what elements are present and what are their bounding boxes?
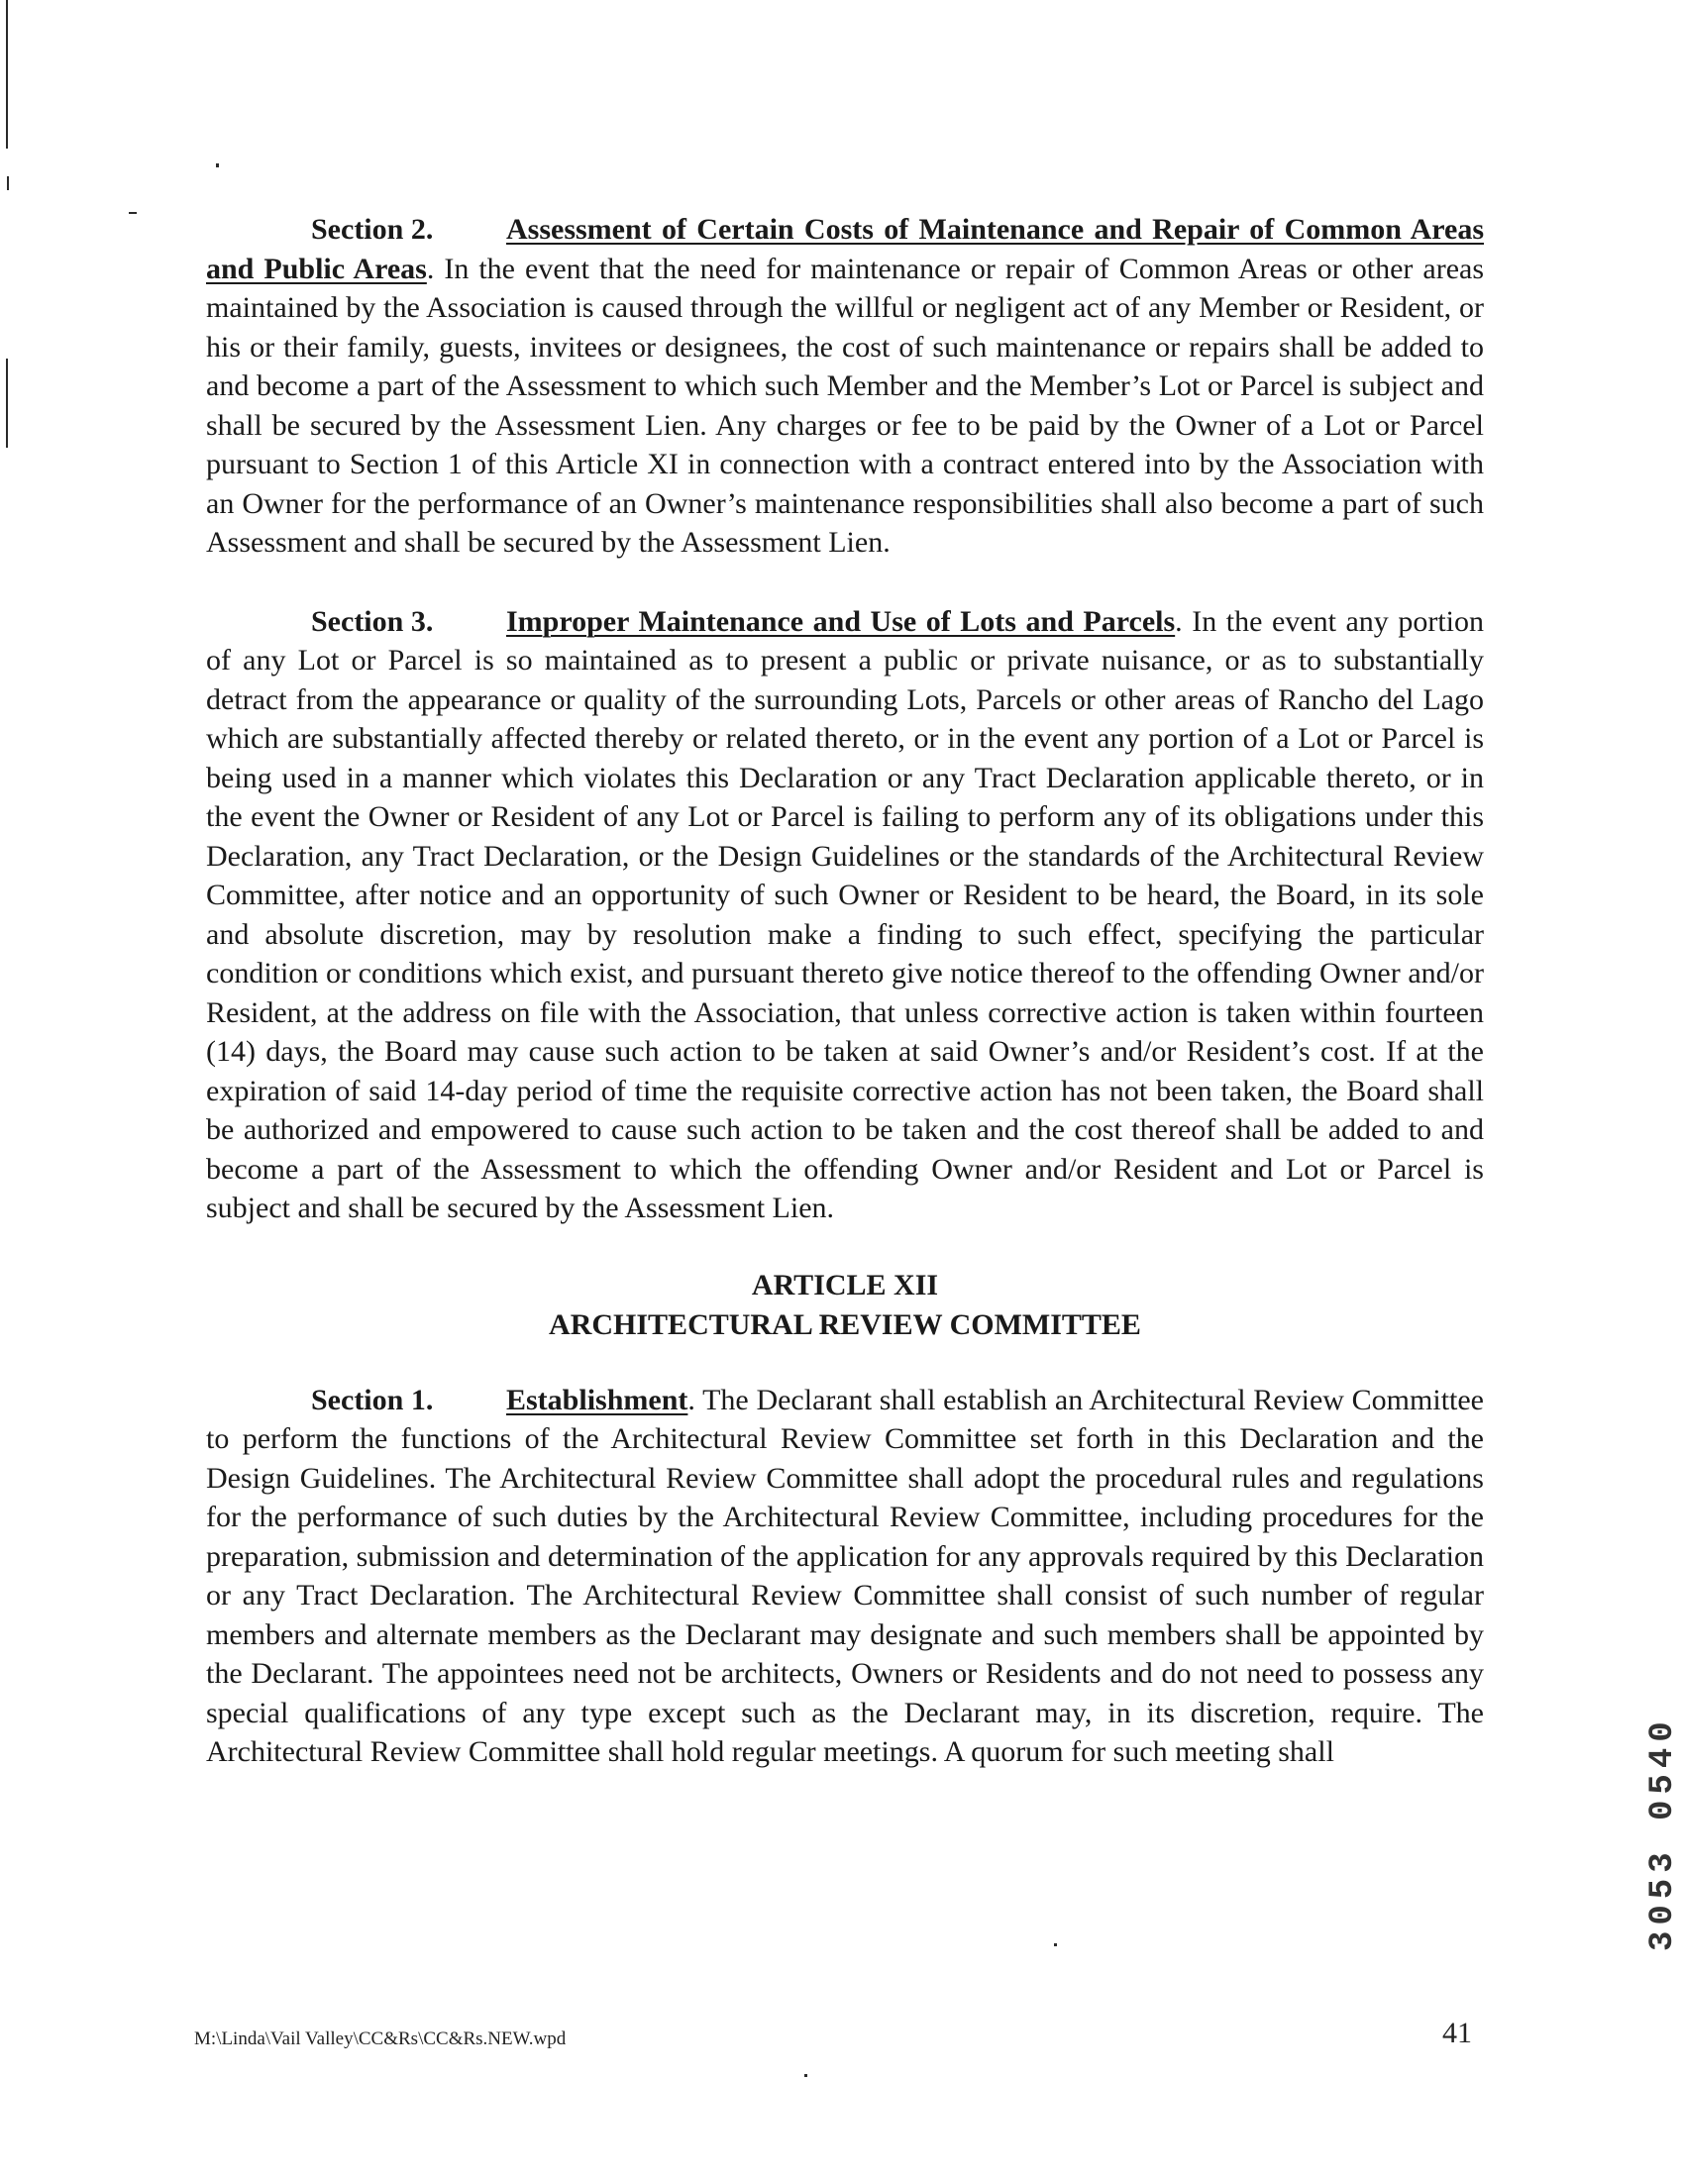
- section-2-label: Section 2.: [311, 213, 434, 246]
- scan-speck-3: [1054, 1943, 1057, 1946]
- scan-speck-2: [129, 212, 137, 214]
- section-1-title: Establishment: [506, 1383, 688, 1416]
- section-2-title: Assessment of Certain Costs of Maintenance and Repair of Common Areas and Public Areas: [206, 213, 1484, 285]
- page-number: 41: [1442, 2017, 1472, 2049]
- scan-edge-mark-tick: [7, 176, 9, 190]
- article-name: ARCHITECTURAL REVIEW COMMITTEE: [549, 1307, 1141, 1341]
- section-1-label: Section 1.: [311, 1383, 434, 1416]
- section-3-paragraph: [206, 602, 1484, 1228]
- article-heading: [206, 1266, 1484, 1345]
- section-1-paragraph: [206, 1381, 1484, 1772]
- recording-stamp: [1599, 1595, 1682, 1951]
- section-1-body: . The Declarant shall establish an Architectural Review Committee to perform the functions of the Architectural Review Committee set forth in this Declaration and the Design Guidelines. The Architectural Review Committee shall adopt the procedural rules and regulations for the performance of such duties by the Architectural Review Committee, including procedures for the preparation, submission and determination of the application for any approvals required by this Declaration or any Tract Declaration. The Architectural Review Committee shall consist of such number of regular members and alternate members as the Declarant may designate and such members shall be appointed by the Declarant. The appointees need not be architects, Owners or Residents and do not need to possess any special qualifications of any type except such as the Declarant may, in its discretion, require. The Architectural Review Committee shall hold regular meetings. A quorum for such meeting shall: [206, 1383, 1484, 1768]
- section-3-label: Section 3.: [311, 604, 434, 638]
- scan-speck-4: [804, 2074, 807, 2077]
- recording-stamp-text: 3053 0540: [1644, 1716, 1682, 1951]
- footer-file-path: M:\Linda\Vail Valley\CC&Rs\CC&Rs.NEW.wpd: [194, 2028, 567, 2049]
- article-number: ARTICLE XII: [751, 1268, 939, 1301]
- section-3-title: Improper Maintenance and Use of Lots and Parcels: [506, 604, 1176, 638]
- section-3-body: . In the event any portion of any Lot or Parcel is so maintained as to present a public or private nuisance, or as to substantially detract from the appearance or quality of the surrounding Lots, Parcels or other areas of Rancho del Lago which are substantially affected thereby or related thereto, or in the event any portion of a Lot or Parcel is being used in a manner which violates this Declaration or any Tract Declaration applicable thereto, or in the event the Owner or Resident of any Lot or Parcel is failing to perform any of its obligations under this Declaration, any Tract Declaration, or the Design Guidelines or the standards of the Architectural Review Committee, after notice and an opportunity of such Owner or Resident to be heard, the Board, in its sole and absolute discretion, may by resolution make a finding to such effect, specifying the particular condition or conditions which exist, and pursuant thereto give notice thereof to the offending Owner and/or Resident, at the address on file with the Association, that unless corrective action is taken within fourteen (14) days, the Board may cause such action to be taken at said Owner’s and/or Resident’s cost. If at the expiration of said 14-day period of time the requisite corrective action has not been taken, the Board shall be authorized and empowered to cause such action to be taken and the cost thereof shall be added to and become a part of the Assessment to which the offending Owner and/or Resident and Lot or Parcel is subject and shall be secured by the Assessment Lien.: [206, 604, 1484, 1224]
- document-body: [206, 210, 1484, 1772]
- section-2-paragraph: [206, 210, 1484, 563]
- scan-edge-mark-top: [6, 0, 8, 149]
- section-2-body: . In the event that the need for maintenance or repair of Common Areas or other areas maintained by the Association is caused through the willful or negligent act of any Member or Resident, or his or their family, guests, invitees or designees, the cost of such maintenance or repairs shall be added to and become a part of the Assessment to which such Member and the Member’s Lot or Parcel is subject and shall be secured by the Assessment Lien. Any charges or fee to be paid by the Owner of a Lot or Parcel pursuant to Section 1 of this Article XI in connection with a contract entered into by the Association with an Owner for the performance of an Owner’s maintenance responsibilities shall also become a part of such Assessment and shall be secured by the Assessment Lien.: [206, 252, 1485, 559]
- scan-edge-mark-middle: [6, 359, 8, 448]
- scan-speck-1: [216, 163, 219, 167]
